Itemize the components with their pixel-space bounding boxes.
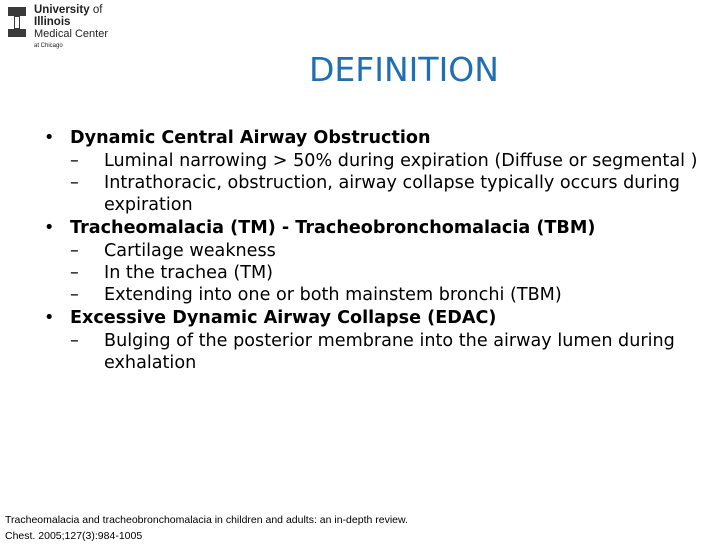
sub-bullet bbox=[40, 284, 720, 306]
sub-bullet bbox=[40, 330, 720, 374]
logo-line-university: University bbox=[34, 4, 90, 16]
bullet-edac bbox=[40, 306, 720, 330]
citation-source: Chest. 2005;127(3):984-1005 bbox=[5, 530, 143, 542]
dash-icon: – bbox=[70, 263, 79, 283]
bullet-tracheomalacia bbox=[40, 216, 720, 240]
bullet-heading: Excessive Dynamic Airway Collapse (EDAC) bbox=[70, 308, 497, 328]
sub-bullet-text: Extending into one or both mainstem bronchi (TBM) bbox=[104, 285, 562, 305]
bullet-dot-icon: • bbox=[44, 218, 55, 238]
dash-icon: – bbox=[70, 331, 79, 351]
sub-bullet bbox=[40, 240, 720, 262]
dash-icon: – bbox=[70, 173, 79, 193]
bullet-dot-icon: • bbox=[44, 128, 55, 148]
bullet-dot-icon: • bbox=[44, 308, 55, 328]
slide-title bbox=[0, 50, 728, 90]
sub-bullet-text: Intrathoracic, obstruction, airway collapse typically occurs during expiration bbox=[104, 173, 680, 215]
slide-title-text: DEFINITION bbox=[309, 50, 499, 89]
university-logo bbox=[6, 4, 116, 54]
citation bbox=[5, 512, 408, 544]
dash-icon: – bbox=[70, 285, 79, 305]
sub-bullet bbox=[40, 262, 720, 284]
citation-title: Tracheomalacia and tracheobronchomalacia in children and adults: an in-depth review. bbox=[5, 514, 408, 526]
sub-bullet-text: In the trachea (TM) bbox=[104, 263, 273, 283]
bullet-heading: Dynamic Central Airway Obstruction bbox=[70, 128, 431, 148]
logo-line-medical-center: Medical Center bbox=[34, 28, 108, 40]
uic-logo-icon bbox=[6, 5, 28, 39]
logo-line-of: of bbox=[92, 4, 103, 16]
bullet-dynamic-obstruction bbox=[40, 126, 720, 150]
dash-icon: – bbox=[70, 151, 79, 171]
sub-bullet-text: Bulging of the posterior membrane into the airway lumen during exhalation bbox=[104, 331, 675, 373]
sub-bullet-text: Luminal narrowing > 50% during expiration (Diffuse or segmental ) bbox=[104, 151, 698, 171]
sub-bullet-text: Cartilage weakness bbox=[104, 241, 276, 261]
dash-icon: – bbox=[70, 241, 79, 261]
logo-line-illinois: Illinois bbox=[34, 16, 71, 28]
slide-body bbox=[40, 126, 720, 374]
sub-bullet bbox=[40, 150, 720, 172]
logo-line-at-chicago: at Chicago bbox=[34, 43, 63, 49]
sub-bullet bbox=[40, 172, 720, 216]
bullet-heading: Tracheomalacia (TM) - Tracheobronchomalacia (TBM) bbox=[70, 218, 596, 238]
